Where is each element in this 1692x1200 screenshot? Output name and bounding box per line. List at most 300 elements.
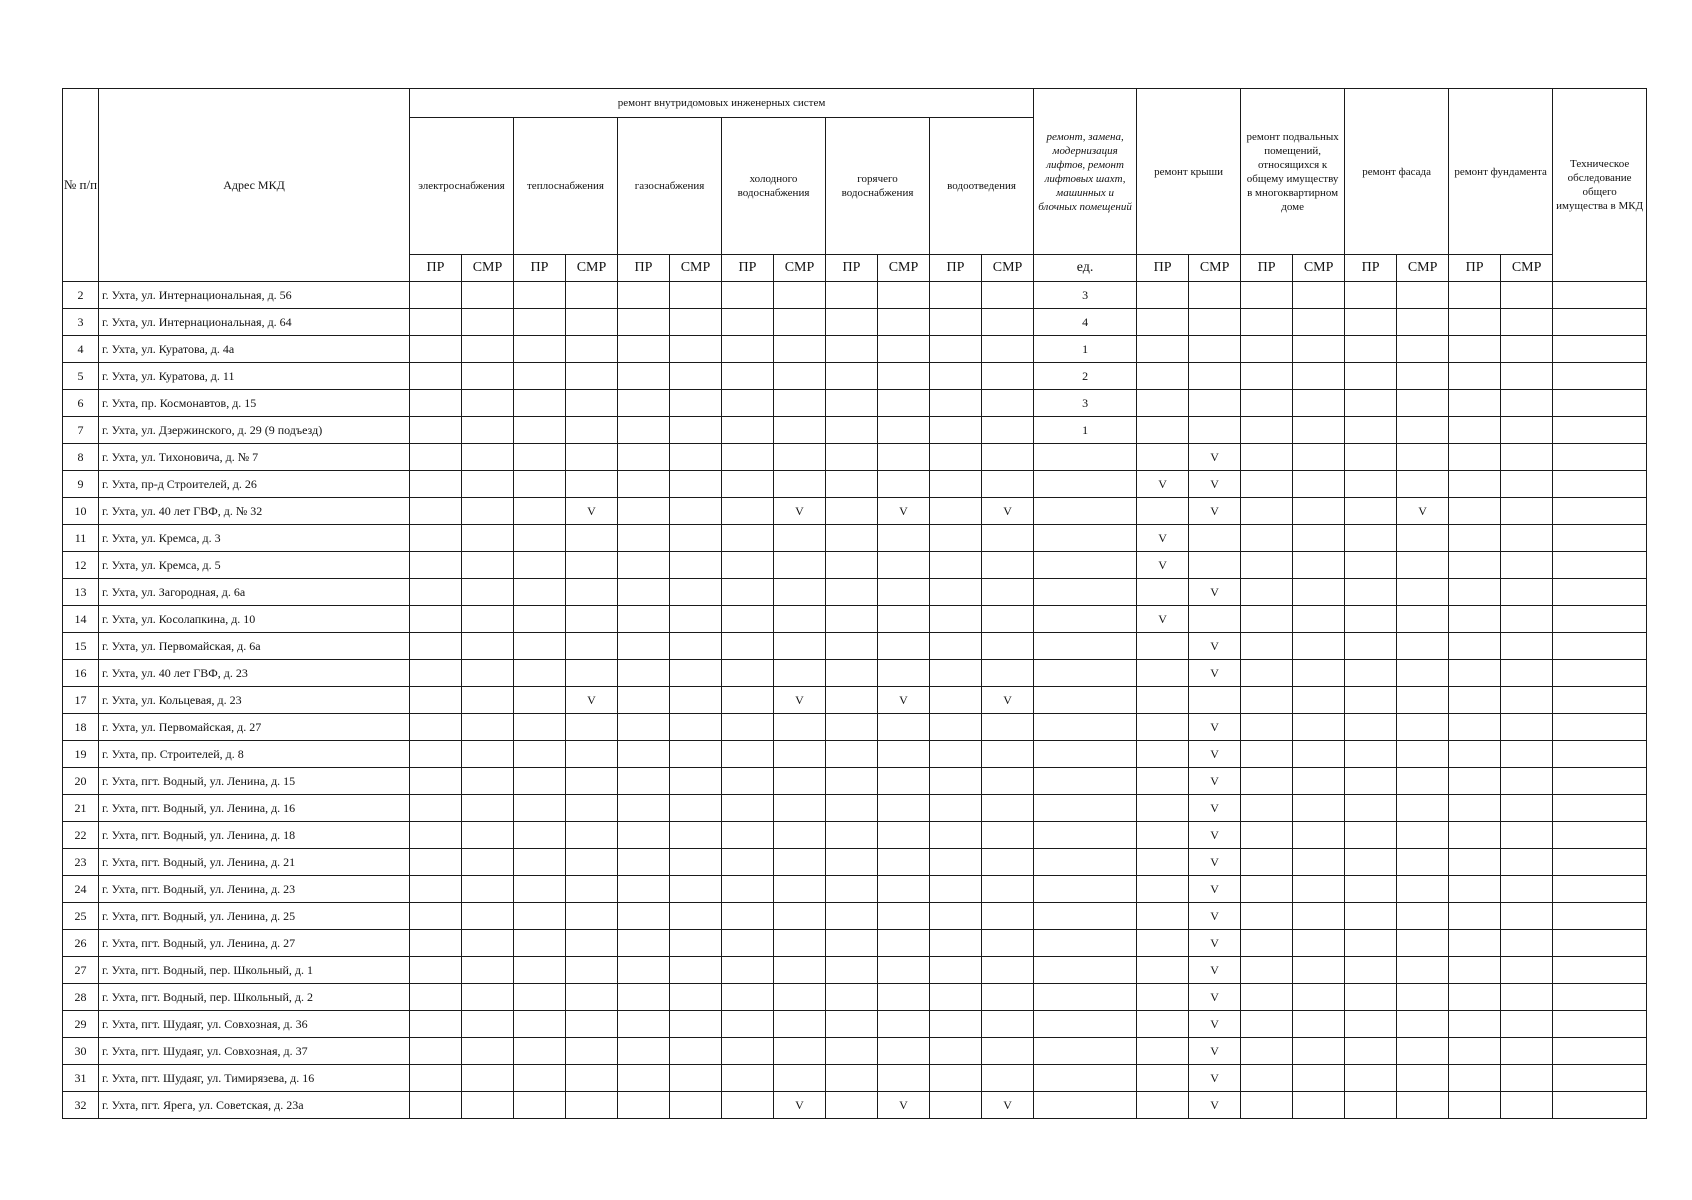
check-mark-cold-smr: V (774, 687, 826, 714)
cell-basement-smr (1293, 1038, 1345, 1065)
cell-heat-smr (566, 930, 618, 957)
cell-inspection (1553, 444, 1647, 471)
cell-inspection (1553, 309, 1647, 336)
table-body (63, 282, 1647, 1119)
cell-cold-smr (774, 633, 826, 660)
table-row (63, 417, 1647, 444)
cell-cold-smr (774, 1038, 826, 1065)
cell-lifts-units (1034, 714, 1137, 741)
cell-foundation-pr (1449, 1011, 1501, 1038)
cell-foundation-pr (1449, 282, 1501, 309)
check-mark-roof-smr: V (1189, 768, 1241, 795)
cell-inspection (1553, 417, 1647, 444)
cell-foundation-smr (1501, 498, 1553, 525)
row-address: г. Ухта, ул. Интернациональная, д. 56 (99, 282, 410, 309)
cell-basement-smr (1293, 1065, 1345, 1092)
cell-inspection (1553, 768, 1647, 795)
check-mark-sew-smr: V (982, 498, 1034, 525)
cell-el-pr (410, 1011, 462, 1038)
cell-foundation-smr (1501, 282, 1553, 309)
cell-inspection (1553, 930, 1647, 957)
table-row (63, 1011, 1647, 1038)
cell-el-smr (462, 498, 514, 525)
cell-hot-pr (826, 903, 878, 930)
check-mark-sew-smr: V (982, 687, 1034, 714)
row-address: г. Ухта, ул. Первомайская, д. 6а (99, 633, 410, 660)
cell-foundation-smr (1501, 1011, 1553, 1038)
cell-heat-smr (566, 1092, 618, 1119)
cell-cold-pr (722, 363, 774, 390)
cell-hot-pr (826, 1092, 878, 1119)
cell-inspection (1553, 471, 1647, 498)
cell-facade-pr (1345, 687, 1397, 714)
cell-gas-pr (618, 849, 670, 876)
cell-facade-pr (1345, 1011, 1397, 1038)
cell-el-smr (462, 1038, 514, 1065)
cell-el-smr (462, 660, 514, 687)
row-number: 20 (63, 768, 99, 795)
table-row (63, 984, 1647, 1011)
cell-el-smr (462, 282, 514, 309)
cell-facade-pr (1345, 741, 1397, 768)
cell-hot-smr (878, 417, 930, 444)
cell-heat-pr (514, 795, 566, 822)
cell-foundation-smr (1501, 822, 1553, 849)
cell-facade-smr (1397, 903, 1449, 930)
check-mark-roof-smr: V (1189, 1038, 1241, 1065)
cell-lifts-units: 1 (1034, 336, 1137, 363)
cell-roof-smr (1189, 336, 1241, 363)
cell-sew-smr (982, 714, 1034, 741)
row-address: г. Ухта, ул. Куратова, д. 11 (99, 363, 410, 390)
cell-gas-pr (618, 903, 670, 930)
cell-lifts-units (1034, 1092, 1137, 1119)
cell-el-pr (410, 606, 462, 633)
cell-hot-pr (826, 795, 878, 822)
cell-basement-smr (1293, 714, 1345, 741)
cell-gas-smr (670, 984, 722, 1011)
repair-table (62, 88, 1647, 1119)
cell-inspection (1553, 687, 1647, 714)
cell-facade-smr (1397, 336, 1449, 363)
row-address: г. Ухта, пгт. Водный, ул. Ленина, д. 25 (99, 903, 410, 930)
check-mark-roof-smr: V (1189, 1065, 1241, 1092)
cell-hot-smr (878, 309, 930, 336)
cell-foundation-pr (1449, 417, 1501, 444)
unit-foundation-pr: ПР (1449, 255, 1501, 282)
cell-hot-pr (826, 282, 878, 309)
cell-foundation-pr (1449, 1092, 1501, 1119)
cell-lifts-units (1034, 498, 1137, 525)
cell-hot-pr (826, 309, 878, 336)
cell-basement-pr (1241, 849, 1293, 876)
row-number: 19 (63, 741, 99, 768)
row-number: 27 (63, 957, 99, 984)
row-number: 15 (63, 633, 99, 660)
cell-heat-pr (514, 714, 566, 741)
cell-foundation-smr (1501, 957, 1553, 984)
unit-facade-smr: СМР (1397, 255, 1449, 282)
cell-basement-pr (1241, 1092, 1293, 1119)
cell-heat-pr (514, 579, 566, 606)
cell-gas-smr (670, 660, 722, 687)
cell-facade-pr (1345, 714, 1397, 741)
cell-heat-smr (566, 795, 618, 822)
cell-basement-smr (1293, 876, 1345, 903)
cell-basement-pr (1241, 309, 1293, 336)
cell-sew-smr (982, 633, 1034, 660)
cell-sew-pr (930, 822, 982, 849)
cell-gas-pr (618, 390, 670, 417)
unit-gas-pr: ПР (618, 255, 670, 282)
cell-cold-pr (722, 579, 774, 606)
cell-cold-pr (722, 687, 774, 714)
cell-foundation-pr (1449, 471, 1501, 498)
cell-heat-smr (566, 849, 618, 876)
cell-sew-pr (930, 795, 982, 822)
cell-el-smr (462, 1092, 514, 1119)
cell-facade-smr (1397, 417, 1449, 444)
cell-lifts-units (1034, 633, 1137, 660)
cell-cold-pr (722, 660, 774, 687)
cell-roof-pr (1137, 930, 1189, 957)
cell-el-smr (462, 633, 514, 660)
cell-gas-pr (618, 1011, 670, 1038)
check-mark-roof-smr: V (1189, 876, 1241, 903)
header-systems-group: ремонт внутридомовых инженерных систем (410, 89, 1034, 118)
cell-facade-smr (1397, 606, 1449, 633)
header-foundation: ремонт фундамента (1449, 89, 1553, 255)
cell-basement-smr (1293, 579, 1345, 606)
cell-facade-smr (1397, 1011, 1449, 1038)
check-mark-facade-smr: V (1397, 498, 1449, 525)
header-num: № п/п (63, 89, 99, 282)
cell-foundation-pr (1449, 714, 1501, 741)
cell-basement-pr (1241, 822, 1293, 849)
cell-gas-smr (670, 579, 722, 606)
cell-hot-pr (826, 876, 878, 903)
cell-inspection (1553, 660, 1647, 687)
cell-facade-pr (1345, 849, 1397, 876)
cell-basement-smr (1293, 444, 1345, 471)
row-number: 9 (63, 471, 99, 498)
cell-sew-pr (930, 1065, 982, 1092)
cell-cold-smr (774, 984, 826, 1011)
cell-facade-smr (1397, 1092, 1449, 1119)
cell-roof-pr (1137, 741, 1189, 768)
cell-heat-pr (514, 282, 566, 309)
cell-sew-smr (982, 417, 1034, 444)
cell-hot-pr (826, 444, 878, 471)
row-address: г. Ухта, ул. Косолапкина, д. 10 (99, 606, 410, 633)
header-system-hot: горячего водоснабжения (826, 118, 930, 255)
row-address: г. Ухта, пгт. Водный, ул. Ленина, д. 27 (99, 930, 410, 957)
cell-hot-pr (826, 1065, 878, 1092)
cell-heat-smr (566, 1065, 618, 1092)
cell-roof-pr (1137, 444, 1189, 471)
cell-hot-pr (826, 363, 878, 390)
cell-gas-pr (618, 633, 670, 660)
cell-el-smr (462, 417, 514, 444)
table-row (63, 579, 1647, 606)
cell-lifts-units (1034, 795, 1137, 822)
table-row (63, 606, 1647, 633)
cell-gas-smr (670, 1065, 722, 1092)
cell-hot-smr (878, 552, 930, 579)
cell-gas-smr (670, 606, 722, 633)
cell-foundation-smr (1501, 444, 1553, 471)
cell-sew-pr (930, 741, 982, 768)
table-row (63, 363, 1647, 390)
cell-cold-pr (722, 849, 774, 876)
cell-sew-smr (982, 984, 1034, 1011)
cell-roof-pr (1137, 795, 1189, 822)
check-mark-roof-smr: V (1189, 741, 1241, 768)
cell-gas-pr (618, 471, 670, 498)
cell-foundation-smr (1501, 633, 1553, 660)
cell-cold-smr (774, 444, 826, 471)
cell-foundation-pr (1449, 849, 1501, 876)
cell-facade-pr (1345, 552, 1397, 579)
unit-cold-smr: СМР (774, 255, 826, 282)
cell-heat-smr (566, 714, 618, 741)
cell-el-smr (462, 525, 514, 552)
cell-foundation-smr (1501, 606, 1553, 633)
cell-cold-smr (774, 606, 826, 633)
cell-basement-smr (1293, 363, 1345, 390)
cell-el-pr (410, 498, 462, 525)
cell-basement-smr (1293, 633, 1345, 660)
cell-lifts-units (1034, 687, 1137, 714)
cell-el-smr (462, 1011, 514, 1038)
row-address: г. Ухта, ул. 40 лет ГВФ, д. 23 (99, 660, 410, 687)
cell-hot-pr (826, 417, 878, 444)
cell-sew-pr (930, 390, 982, 417)
cell-foundation-smr (1501, 660, 1553, 687)
cell-hot-pr (826, 1011, 878, 1038)
cell-heat-smr (566, 444, 618, 471)
cell-facade-pr (1345, 606, 1397, 633)
cell-foundation-smr (1501, 1038, 1553, 1065)
row-number: 25 (63, 903, 99, 930)
cell-basement-smr (1293, 930, 1345, 957)
cell-foundation-pr (1449, 579, 1501, 606)
cell-sew-pr (930, 417, 982, 444)
cell-heat-pr (514, 741, 566, 768)
cell-lifts-units (1034, 1011, 1137, 1038)
cell-heat-pr (514, 309, 566, 336)
cell-heat-smr (566, 579, 618, 606)
cell-basement-smr (1293, 903, 1345, 930)
cell-lifts-units (1034, 444, 1137, 471)
cell-facade-pr (1345, 1038, 1397, 1065)
cell-gas-smr (670, 336, 722, 363)
cell-heat-pr (514, 930, 566, 957)
cell-cold-smr (774, 714, 826, 741)
header-system-gas: газоснабжения (618, 118, 722, 255)
cell-cold-smr (774, 795, 826, 822)
cell-hot-pr (826, 390, 878, 417)
table-row (63, 714, 1647, 741)
cell-roof-pr (1137, 822, 1189, 849)
cell-gas-pr (618, 768, 670, 795)
cell-basement-pr (1241, 471, 1293, 498)
check-mark-roof-smr: V (1189, 579, 1241, 606)
cell-gas-pr (618, 687, 670, 714)
cell-hot-pr (826, 579, 878, 606)
cell-roof-pr (1137, 687, 1189, 714)
cell-el-pr (410, 930, 462, 957)
cell-foundation-smr (1501, 903, 1553, 930)
cell-facade-smr (1397, 876, 1449, 903)
cell-facade-pr (1345, 876, 1397, 903)
cell-el-smr (462, 471, 514, 498)
cell-basement-pr (1241, 525, 1293, 552)
row-number: 2 (63, 282, 99, 309)
cell-gas-smr (670, 795, 722, 822)
cell-facade-pr (1345, 579, 1397, 606)
cell-gas-pr (618, 444, 670, 471)
check-mark-roof-smr: V (1189, 1011, 1241, 1038)
check-mark-roof-smr: V (1189, 984, 1241, 1011)
cell-basement-pr (1241, 687, 1293, 714)
cell-gas-smr (670, 957, 722, 984)
table-row (63, 336, 1647, 363)
row-number: 10 (63, 498, 99, 525)
cell-facade-smr (1397, 714, 1449, 741)
row-number: 3 (63, 309, 99, 336)
table-row (63, 687, 1647, 714)
cell-el-smr (462, 363, 514, 390)
cell-basement-pr (1241, 795, 1293, 822)
cell-foundation-pr (1449, 498, 1501, 525)
cell-heat-pr (514, 957, 566, 984)
cell-hot-smr (878, 471, 930, 498)
cell-sew-pr (930, 984, 982, 1011)
cell-roof-pr (1137, 336, 1189, 363)
table-row (63, 822, 1647, 849)
cell-facade-pr (1345, 417, 1397, 444)
cell-basement-smr (1293, 525, 1345, 552)
cell-inspection (1553, 741, 1647, 768)
row-address: г. Ухта, ул. Интернациональная, д. 64 (99, 309, 410, 336)
cell-basement-pr (1241, 768, 1293, 795)
unit-gas-smr: СМР (670, 255, 722, 282)
cell-cold-smr (774, 849, 826, 876)
cell-sew-pr (930, 309, 982, 336)
cell-gas-pr (618, 309, 670, 336)
cell-sew-smr (982, 822, 1034, 849)
cell-sew-pr (930, 363, 982, 390)
cell-facade-smr (1397, 471, 1449, 498)
check-mark-roof-pr: V (1137, 471, 1189, 498)
cell-gas-smr (670, 903, 722, 930)
cell-gas-smr (670, 930, 722, 957)
cell-roof-smr (1189, 417, 1241, 444)
cell-hot-smr (878, 660, 930, 687)
cell-lifts-units (1034, 552, 1137, 579)
row-address: г. Ухта, пгт. Водный, ул. Ленина, д. 23 (99, 876, 410, 903)
cell-basement-pr (1241, 444, 1293, 471)
cell-sew-smr (982, 1011, 1034, 1038)
cell-facade-smr (1397, 579, 1449, 606)
cell-hot-pr (826, 741, 878, 768)
cell-hot-smr (878, 984, 930, 1011)
cell-cold-smr (774, 822, 826, 849)
cell-cold-pr (722, 822, 774, 849)
cell-cold-smr (774, 1011, 826, 1038)
cell-hot-smr (878, 957, 930, 984)
cell-sew-pr (930, 714, 982, 741)
cell-foundation-pr (1449, 876, 1501, 903)
cell-cold-smr (774, 525, 826, 552)
cell-cold-pr (722, 309, 774, 336)
cell-inspection (1553, 903, 1647, 930)
check-mark-heat-smr: V (566, 687, 618, 714)
cell-heat-pr (514, 660, 566, 687)
cell-el-pr (410, 741, 462, 768)
cell-sew-pr (930, 768, 982, 795)
cell-gas-pr (618, 957, 670, 984)
cell-sew-smr (982, 795, 1034, 822)
cell-gas-smr (670, 471, 722, 498)
cell-foundation-smr (1501, 741, 1553, 768)
cell-hot-smr (878, 606, 930, 633)
cell-el-pr (410, 822, 462, 849)
row-address: г. Ухта, ул. Первомайская, д. 27 (99, 714, 410, 741)
unit-lifts-ed: ед. (1034, 255, 1137, 282)
cell-hot-smr (878, 444, 930, 471)
cell-hot-pr (826, 336, 878, 363)
cell-cold-pr (722, 417, 774, 444)
cell-cold-pr (722, 1038, 774, 1065)
cell-sew-pr (930, 1011, 982, 1038)
cell-inspection (1553, 606, 1647, 633)
cell-gas-pr (618, 984, 670, 1011)
cell-hot-smr (878, 876, 930, 903)
cell-el-smr (462, 687, 514, 714)
cell-heat-pr (514, 606, 566, 633)
cell-facade-pr (1345, 903, 1397, 930)
cell-lifts-units: 4 (1034, 309, 1137, 336)
row-number: 23 (63, 849, 99, 876)
cell-basement-pr (1241, 1065, 1293, 1092)
cell-roof-pr (1137, 1092, 1189, 1119)
cell-roof-smr (1189, 687, 1241, 714)
cell-foundation-smr (1501, 849, 1553, 876)
cell-inspection (1553, 822, 1647, 849)
table-row (63, 1065, 1647, 1092)
cell-foundation-pr (1449, 768, 1501, 795)
cell-hot-pr (826, 687, 878, 714)
unit-el-smr: СМР (462, 255, 514, 282)
cell-gas-pr (618, 714, 670, 741)
cell-hot-pr (826, 471, 878, 498)
cell-facade-pr (1345, 309, 1397, 336)
cell-lifts-units (1034, 660, 1137, 687)
cell-heat-pr (514, 984, 566, 1011)
cell-hot-smr (878, 822, 930, 849)
cell-inspection (1553, 957, 1647, 984)
cell-sew-smr (982, 282, 1034, 309)
cell-gas-smr (670, 714, 722, 741)
cell-inspection (1553, 1038, 1647, 1065)
cell-sew-pr (930, 579, 982, 606)
header-address: Адрес МКД (99, 89, 410, 282)
cell-el-smr (462, 876, 514, 903)
cell-el-smr (462, 579, 514, 606)
cell-lifts-units: 3 (1034, 390, 1137, 417)
